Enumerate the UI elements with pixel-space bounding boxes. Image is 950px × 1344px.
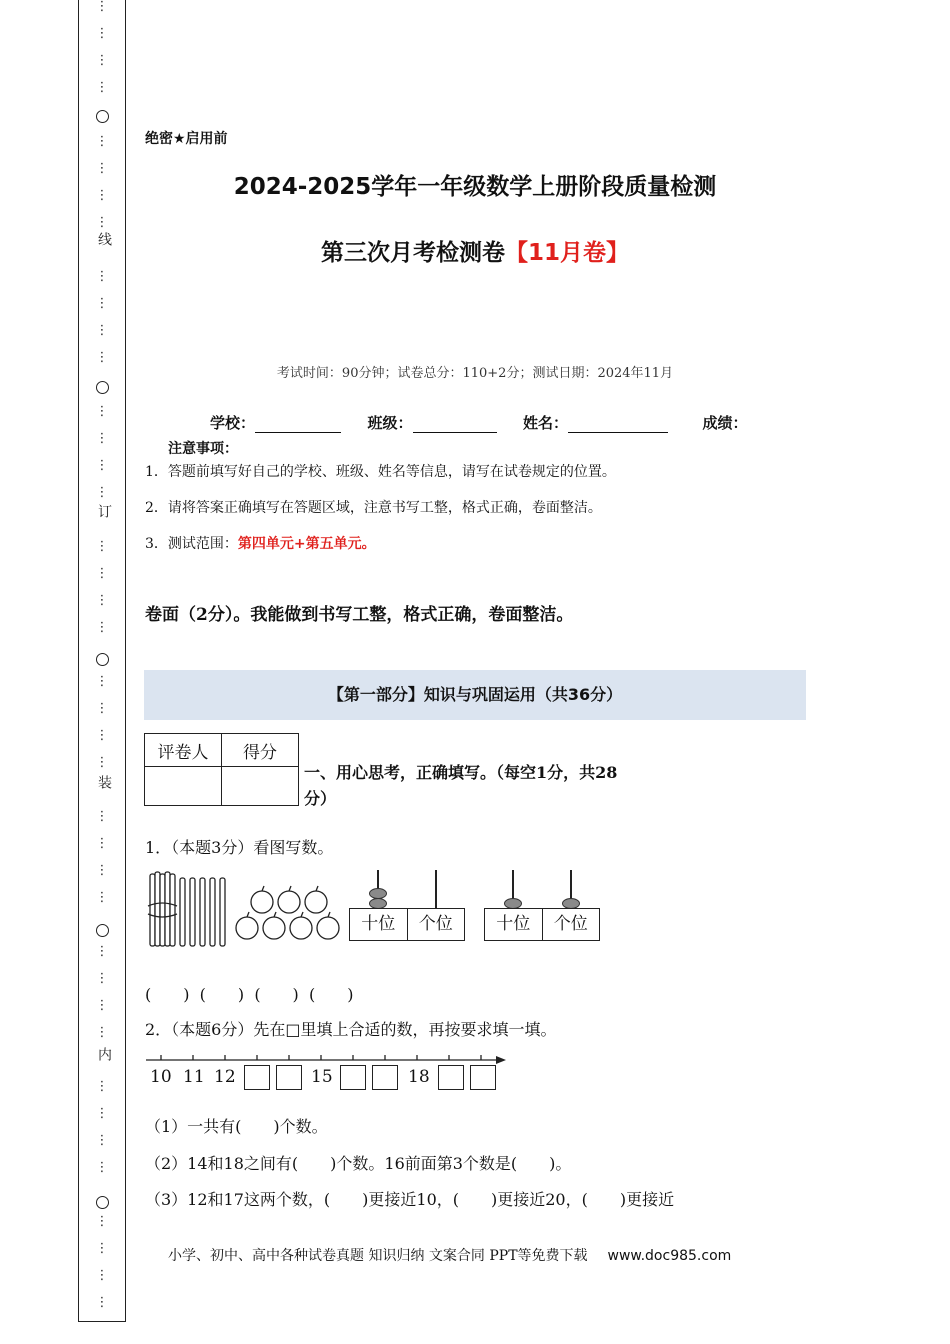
- notice-item-2: 2．请将答案正确填写在答题区域，注意书写工整，格式正确，卷面整洁。: [145, 500, 602, 516]
- sticks-icon: [146, 868, 230, 950]
- exam-info: 考试时间：90分钟；试卷总分：110+2分；测试日期：2024年11月: [276, 366, 674, 381]
- subtitle-red: 【11月卷】: [504, 240, 629, 266]
- score-header: 得分: [222, 734, 299, 767]
- secret-label: 绝密★启用前: [145, 131, 228, 147]
- binding-hole-icon: [78, 924, 126, 940]
- binding-dots-mark: ⋮: [95, 1268, 109, 1283]
- question-2-part-2: （2）14和18之间有( )个数。16前面第3个数是( )。: [145, 1154, 572, 1173]
- notice-item-3-prefix: 3．测试范围：: [145, 536, 238, 552]
- binding-hole-icon: [78, 653, 126, 669]
- binding-dots-mark: ⋮: [95, 323, 109, 338]
- binding-dots-mark: ⋮: [95, 890, 109, 905]
- binding-dots-mark: ⋮: [95, 26, 109, 41]
- binding-dots-mark: ⋮: [95, 1241, 109, 1256]
- section-one-line-1: 一、用心思考，正确填写。（每空1分，共28: [304, 763, 618, 782]
- notice-item-1: 1．答题前填写好自己的学校、班级、姓名等信息，请写在试卷规定的位置。: [145, 464, 616, 480]
- number-line-label: 11: [183, 1067, 205, 1087]
- ones-label: 个位: [542, 909, 600, 940]
- binding-dots-mark: ⋮: [95, 701, 109, 716]
- binding-dots-mark: ⋮: [95, 188, 109, 203]
- binding-dots-mark: ⋮: [95, 431, 109, 446]
- binding-dots-mark: ⋮: [95, 350, 109, 365]
- number-line-label: 10: [150, 1067, 172, 1087]
- binding-dots-mark: ⋮: [95, 269, 109, 284]
- question-2-part-1: （1）一共有( )个数。: [145, 1117, 328, 1136]
- score-table: [144, 733, 299, 806]
- binding-dots-mark: ⋮: [95, 674, 109, 689]
- binding-dots-mark: ⋮: [95, 1160, 109, 1175]
- score-label: 成绩：: [702, 414, 748, 432]
- binding-dots-mark: ⋮: [95, 593, 109, 608]
- binding-dots-mark: ⋮: [95, 53, 109, 68]
- binding-word: 线: [96, 232, 112, 246]
- apples-icon: [234, 884, 344, 942]
- footer: [168, 1245, 731, 1265]
- number-line-label: 12: [214, 1067, 236, 1087]
- exam-title: 2024-2025学年一年级数学上册阶段质量检测: [233, 174, 717, 200]
- binding-dots-mark: ⋮: [95, 485, 109, 500]
- number-box[interactable]: [438, 1065, 464, 1090]
- notice-item-3-scope: 第四单元+第五单元。: [237, 536, 376, 552]
- grader-header: 评卷人: [145, 734, 222, 767]
- binding-dots-mark: ⋮: [95, 1133, 109, 1148]
- exam-subtitle: [0, 234, 950, 267]
- binding-dots-mark: ⋮: [95, 566, 109, 581]
- subtitle-black: 第三次月考检测卷: [320, 240, 505, 266]
- binding-dots-mark: ⋮: [95, 863, 109, 878]
- binding-dots-mark: ⋮: [95, 80, 109, 95]
- binding-dots-mark: ⋮: [95, 1214, 109, 1229]
- class-label: 班级：: [367, 414, 413, 432]
- section-one-line-2: 分）: [304, 789, 337, 808]
- name-blank[interactable]: [568, 418, 668, 433]
- number-box[interactable]: [276, 1065, 302, 1090]
- number-box[interactable]: [372, 1065, 398, 1090]
- name-label: 姓名：: [522, 414, 568, 432]
- notice-title: 注意事项：: [168, 441, 238, 457]
- question-2-part-3: （3）12和17这两个数，( )更接近10，( )更接近20，( )更接近: [145, 1190, 675, 1209]
- binding-dots-mark: ⋮: [95, 134, 109, 149]
- binding-dots-mark: ⋮: [95, 458, 109, 473]
- place-value-chart-1: [349, 908, 465, 941]
- binding-dots-mark: ⋮: [95, 215, 109, 230]
- grader-cell[interactable]: [145, 767, 222, 806]
- footer-site[interactable]: www.doc985.com: [607, 1248, 732, 1264]
- score-cell[interactable]: [222, 767, 299, 806]
- class-blank[interactable]: [413, 418, 497, 433]
- tens-label: 十位: [361, 914, 396, 934]
- number-line-label: 18: [408, 1067, 430, 1087]
- binding-hole-icon: [78, 110, 126, 126]
- school-blank[interactable]: [255, 418, 341, 433]
- binding-dots-mark: ⋮: [95, 755, 109, 770]
- question-1: 1．（本题3分）看图写数。: [145, 838, 334, 857]
- school-label: 学校：: [210, 414, 256, 432]
- place-value-chart-2: [484, 908, 600, 941]
- number-box[interactable]: [244, 1065, 270, 1090]
- binding-dots-mark: ⋮: [95, 1106, 109, 1121]
- ones-label: 个位: [407, 909, 465, 940]
- binding-dots-mark: ⋮: [95, 1079, 109, 1094]
- tens-label: 十位: [496, 914, 531, 934]
- question-2: 2．（本题6分）先在□里填上合适的数，再按要求填一填。: [145, 1020, 557, 1039]
- binding-word: 装: [96, 775, 112, 789]
- binding-dots-mark: ⋮: [95, 1295, 109, 1310]
- abacus-1-ones-rod: [435, 870, 437, 908]
- section-one-heading: [304, 760, 617, 812]
- binding-word: 订: [96, 504, 112, 518]
- binding-dots-mark: ⋮: [95, 1025, 109, 1040]
- binding-word: 内: [96, 1047, 112, 1061]
- binding-dots-mark: ⋮: [95, 0, 109, 14]
- binding-dots-mark: ⋮: [95, 728, 109, 743]
- binding-dots-mark: ⋮: [95, 971, 109, 986]
- binding-hole-icon: [78, 1196, 126, 1212]
- binding-dots-mark: ⋮: [95, 620, 109, 635]
- binding-dots-mark: ⋮: [95, 836, 109, 851]
- number-box[interactable]: [340, 1065, 366, 1090]
- binding-dots-mark: ⋮: [95, 944, 109, 959]
- binding-dots-mark: ⋮: [95, 296, 109, 311]
- number-box[interactable]: [470, 1065, 496, 1090]
- binding-dots-mark: ⋮: [95, 404, 109, 419]
- part-one-banner: 【第一部分】知识与巩固运用（共36分）: [144, 670, 806, 720]
- footer-text: 小学、初中、高中各种试卷真题 知识归纳 文案合同 PPT等免费下载: [168, 1248, 588, 1264]
- binding-dots-mark: ⋮: [95, 539, 109, 554]
- student-fields: [210, 412, 747, 433]
- binding-dots-mark: ⋮: [95, 809, 109, 824]
- binding-dots-mark: ⋮: [95, 998, 109, 1013]
- binding-hole-icon: [78, 381, 126, 397]
- question-1-answer-blanks[interactable]: ( ) ( ) ( ) ( ): [145, 985, 354, 1004]
- neatness-statement: 卷面（2分）。我能做到书写工整，格式正确，卷面整洁。: [145, 605, 574, 625]
- number-line-label: 15: [311, 1067, 333, 1087]
- notice-item-3: [145, 533, 376, 553]
- binding-dots-mark: ⋮: [95, 161, 109, 176]
